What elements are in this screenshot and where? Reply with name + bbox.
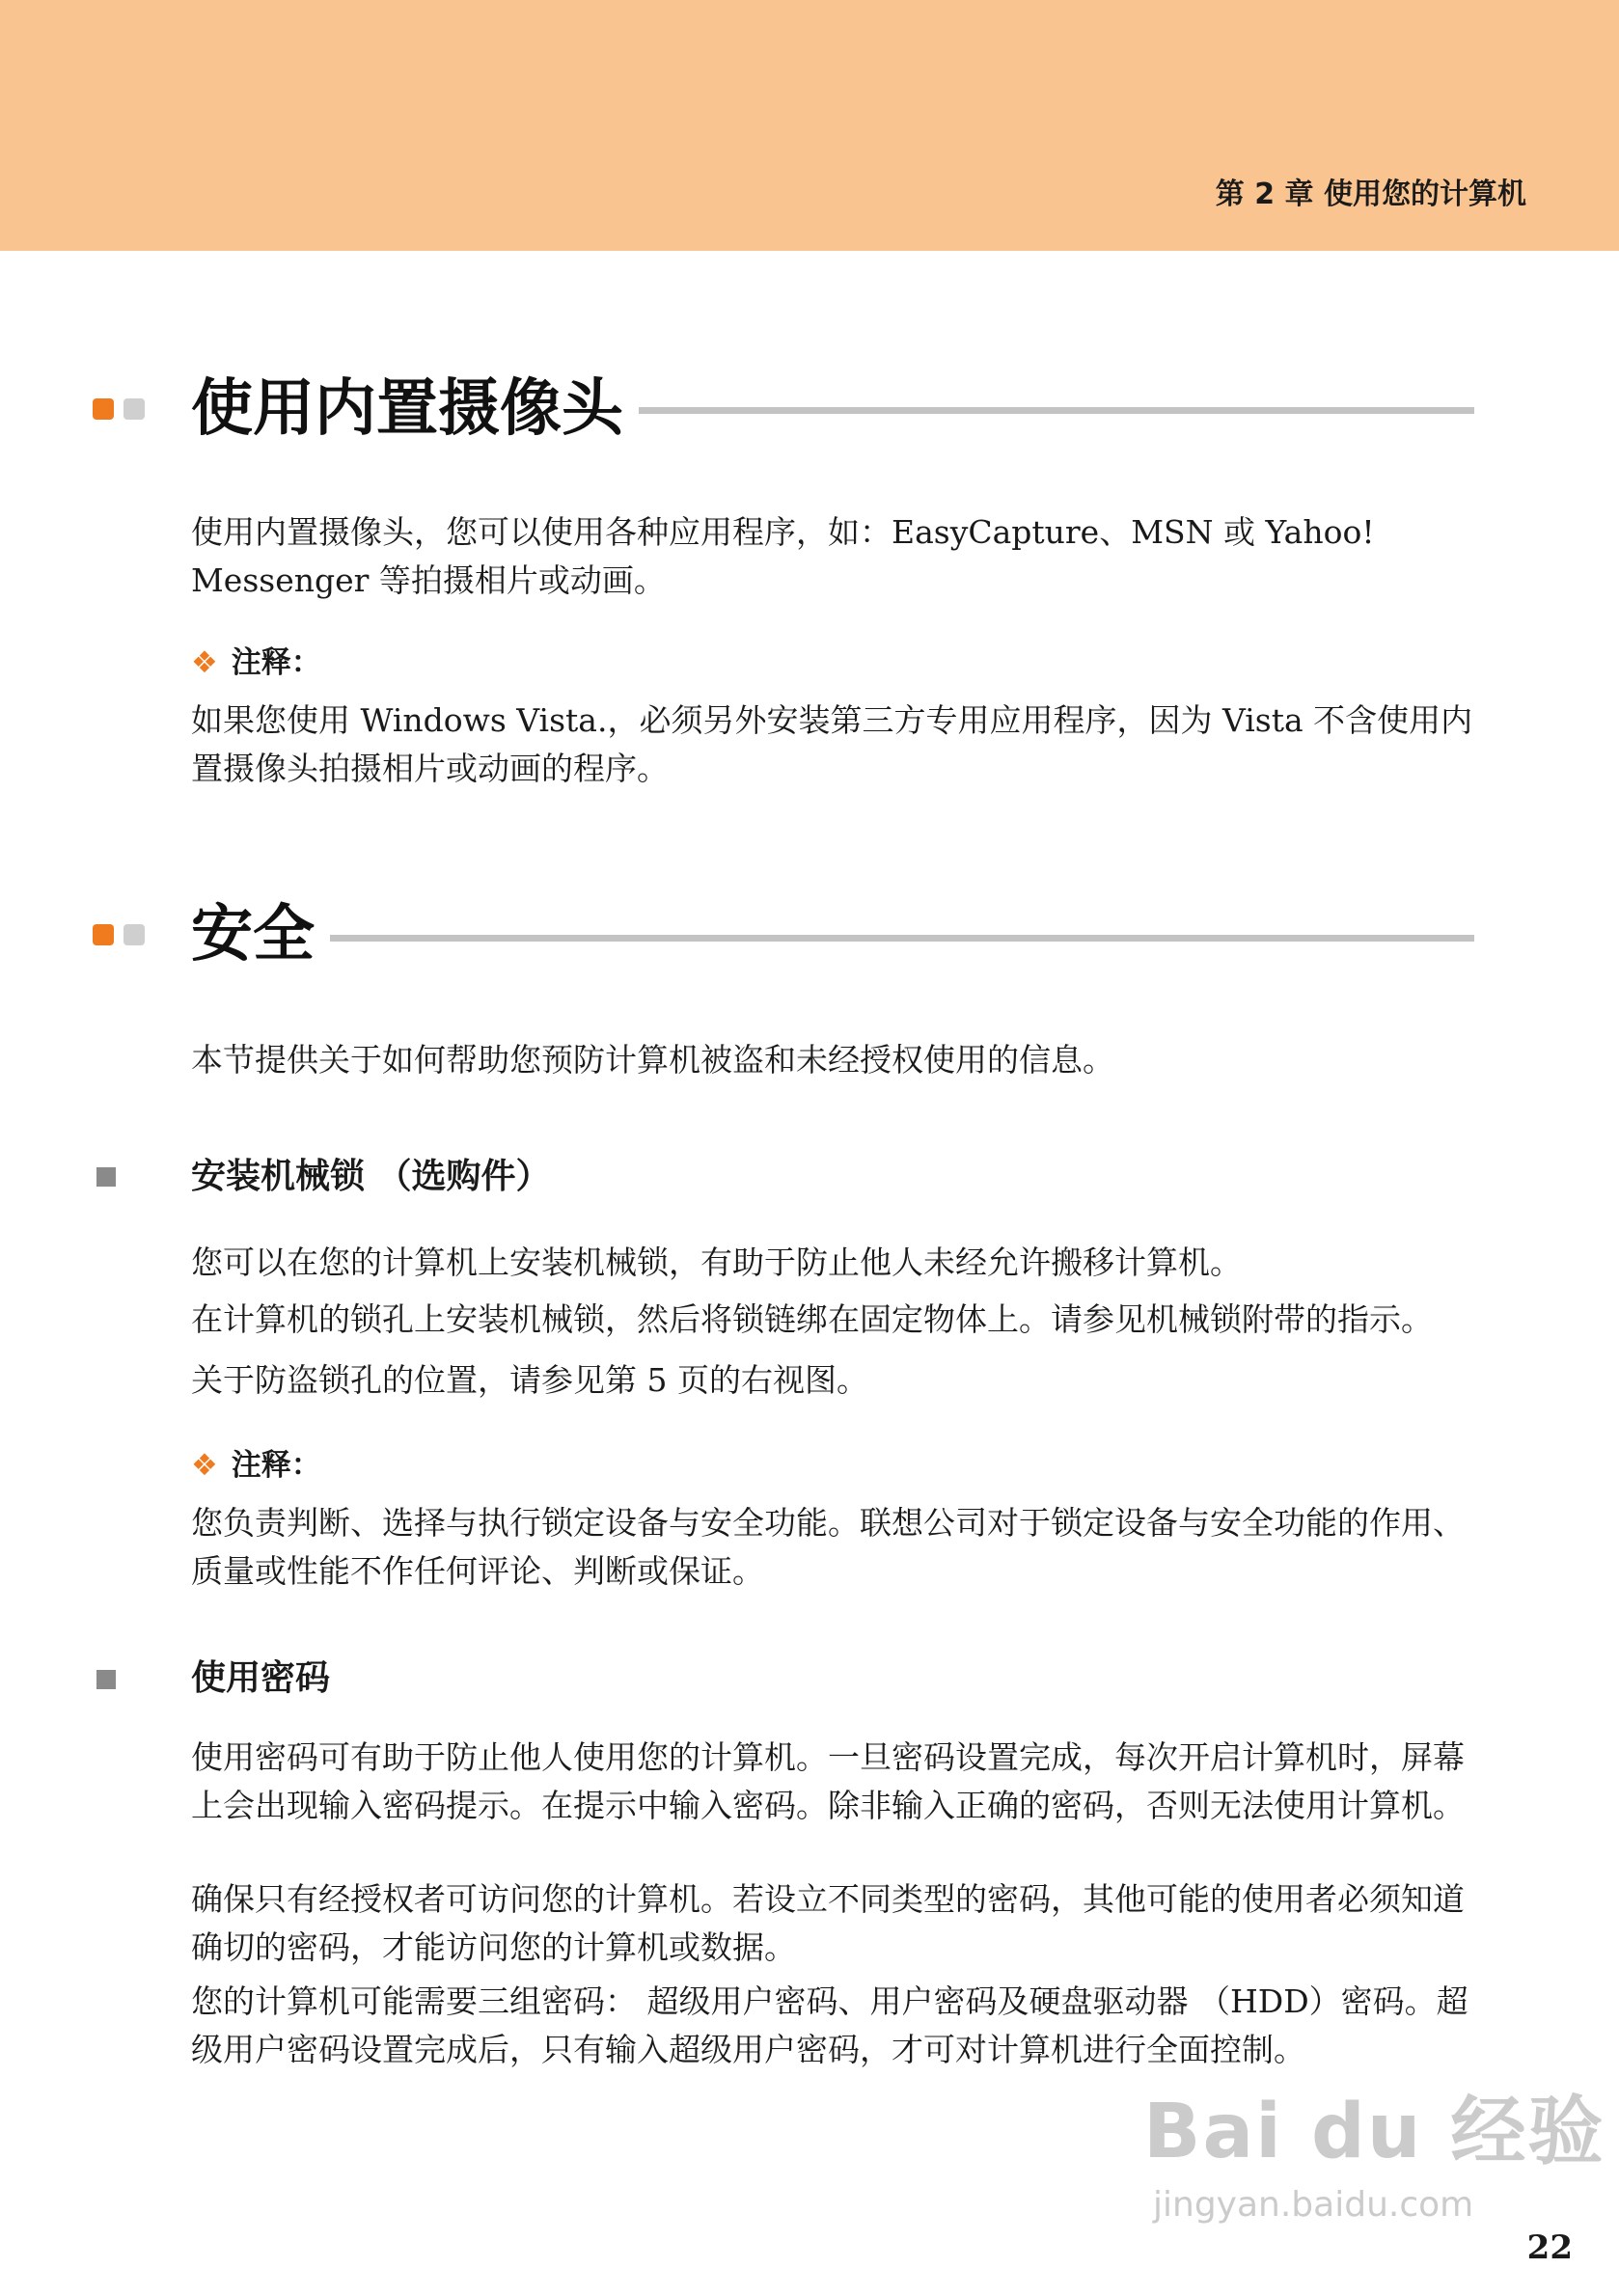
chapter-header-band <box>0 0 1619 251</box>
diamond-bullet-icon: ❖ <box>191 645 218 680</box>
subsection-title-password: 使用密码 <box>191 1658 331 1698</box>
note-label: ❖ 注释： <box>191 645 321 680</box>
note-label: ❖ 注释： <box>191 1448 321 1483</box>
camera-intro-paragraph: 使用内置摄像头，您可以使用各种应用程序，如：EasyCapture、MSN 或 Yahoo! Messenger 等拍摄相片或动画。 <box>191 513 1375 599</box>
heading-rule <box>639 407 1474 414</box>
watermark-brand: Bai du 经验 <box>1143 2089 1605 2175</box>
square-bullet-icon <box>96 1670 116 1689</box>
chapter-title: 第 2 章 使用您的计算机 <box>1215 178 1526 211</box>
orange-square-icon <box>93 924 114 945</box>
password-paragraph: 您的计算机可能需要三组密码： 超级用户密码、用户密码及硬盘驱动器 （HDD）密码。超级用户密码设置完成后，只有输入超级用户密码，才可对计算机进行全面控制。 <box>191 1982 1468 2068</box>
page-number: 22 <box>1526 2228 1573 2267</box>
lock-paragraph: 您可以在您的计算机上安装机械锁，有助于防止他人未经允许搬移计算机。 <box>191 1244 1242 1281</box>
section-title: 安全 <box>191 899 315 970</box>
gray-square-icon <box>123 398 145 420</box>
section-heading-security <box>0 896 1619 973</box>
camera-note-text: 如果您使用 Windows Vista.，必须另外安装第三方专用应用程序，因为 Vista 不含使用内置摄像头拍摄相片或动画的程序。 <box>191 701 1473 787</box>
heading-rule <box>330 935 1474 942</box>
lock-paragraph: 关于防盗锁孔的位置，请参见第 5 页的右视图。 <box>191 1361 868 1399</box>
gray-square-icon <box>123 924 145 945</box>
orange-square-icon <box>93 398 114 420</box>
section-heading-camera <box>0 370 1619 448</box>
security-intro-paragraph: 本节提供关于如何帮助您预防计算机被盗和未经授权使用的信息。 <box>191 1041 1114 1079</box>
lock-paragraph: 在计算机的锁孔上安装机械锁，然后将锁链绑在固定物体上。请参见机械锁附带的指示。 <box>191 1300 1433 1338</box>
subsection-title-lock: 安装机械锁 （选购件） <box>191 1157 551 1196</box>
watermark-url: jingyan.baidu.com <box>1153 2185 1474 2225</box>
diamond-bullet-icon: ❖ <box>191 1448 218 1483</box>
password-paragraph: 确保只有经授权者可访问您的计算机。若设立不同类型的密码，其他可能的使用者必须知道确切的密码，才能访问您的计算机或数据。 <box>191 1880 1465 1966</box>
section-title: 使用内置摄像头 <box>191 373 623 445</box>
baidu-jingyan-watermark <box>1143 2089 1605 2233</box>
square-bullet-icon <box>96 1167 116 1187</box>
lock-note-text: 您负责判断、选择与执行锁定设备与安全功能。联想公司对于锁定设备与安全功能的作用、质量或性能不作任何评论、判断或保证。 <box>191 1504 1465 1590</box>
password-paragraph: 使用密码可有助于防止他人使用您的计算机。一旦密码设置完成，每次开启计算机时，屏幕上会出现输入密码提示。在提示中输入密码。除非输入正确的密码，否则无法使用计算机。 <box>191 1738 1465 1824</box>
